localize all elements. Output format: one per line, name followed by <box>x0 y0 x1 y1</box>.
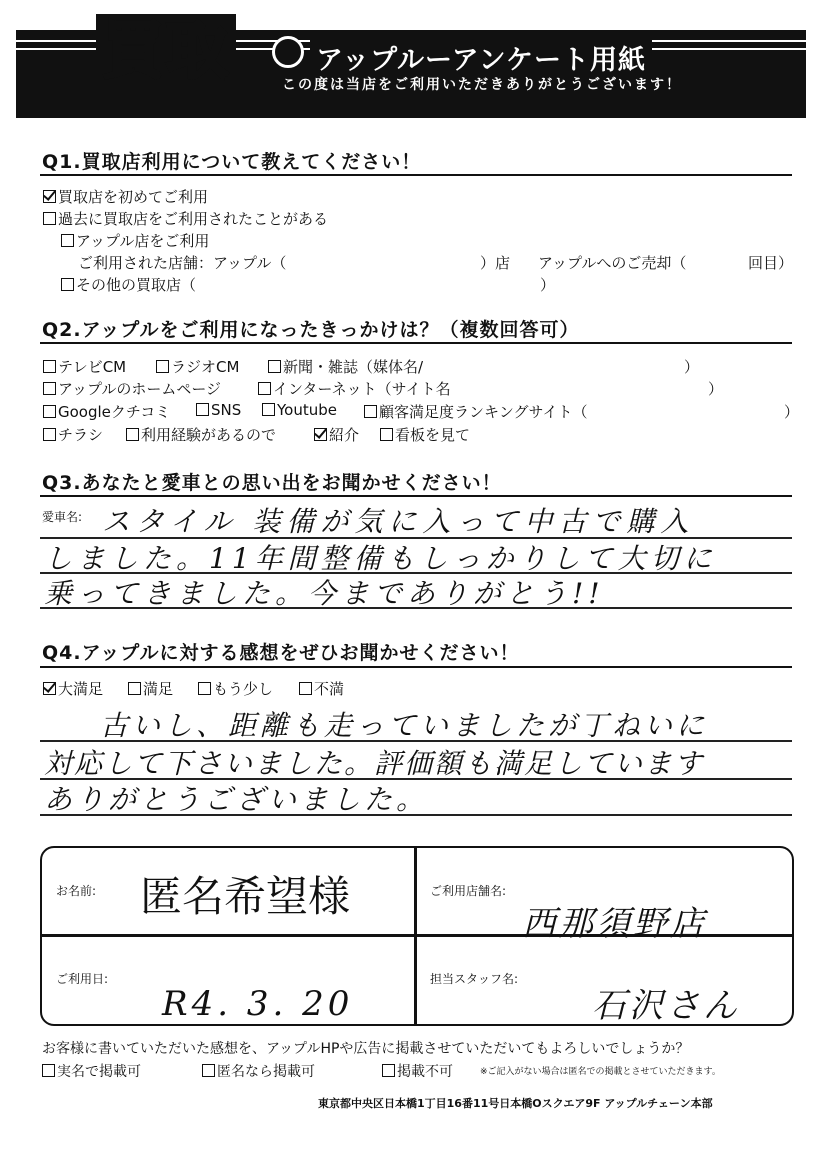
checkbox-icon[interactable] <box>268 360 281 373</box>
checkbox-icon[interactable] <box>258 382 271 395</box>
header-subtitle: この度は当店をご利用いただきありがとうございます！ <box>282 77 682 93</box>
footer-option-no-post[interactable]: 掲載不可 <box>382 1061 453 1081</box>
checkbox-checked-icon[interactable] <box>43 190 56 203</box>
q2-option-ranking[interactable]: 顧客満足度ランキングサイト（ <box>364 401 588 422</box>
footer-note: ※ご記入がない場合は匿名での掲載とさせていただきます。 <box>480 1067 721 1077</box>
checkbox-icon[interactable] <box>299 682 312 695</box>
footer-consent-question: お客様に書いていただいた感想を、アップルHPや広告に掲載させていただいてもよろしいでしょうか？ <box>42 1041 690 1057</box>
checkbox-icon[interactable] <box>42 1064 55 1077</box>
q1-store-used-label: ご利用された店舗：アップル（ <box>78 254 287 272</box>
q4-rating-satisfied[interactable]: 満足 <box>128 678 173 699</box>
q2-option-youtube[interactable]: Youtube <box>262 401 337 419</box>
q2-option-tv[interactable]: テレビCM <box>43 356 126 377</box>
checkbox-icon[interactable] <box>61 234 74 247</box>
header-survey-title: アップルーアンケート用紙 <box>310 38 652 77</box>
checkbox-icon[interactable] <box>43 428 56 441</box>
q2-option-flyer[interactable]: チラシ <box>43 424 103 445</box>
checkbox-icon[interactable] <box>43 405 56 418</box>
checkbox-icon[interactable] <box>380 428 393 441</box>
q2-option-newspaper[interactable]: 新聞・雑誌（媒体名/ <box>268 356 423 377</box>
apple-logo-icon <box>272 36 304 68</box>
info-store-value: 西那須野店 <box>522 904 707 944</box>
q2-row1-close: ） <box>684 358 700 376</box>
footer-address: 東京都中央区日本橋1丁目16番11号日本橋Oスクエア9F アップルチェーン本部 <box>318 1097 713 1110</box>
q4-rating-somewhat[interactable]: もう少し <box>198 678 273 699</box>
q1-option-past[interactable]: 過去に買取店をご利用されたことがある <box>43 208 328 229</box>
q4-rating-unsatisfied[interactable]: 不満 <box>299 678 344 699</box>
checkbox-icon[interactable] <box>126 428 139 441</box>
q4-answer-line2: 対応して下さいました。評価額も満足しています <box>44 747 705 780</box>
q1-title: Q1.買取店利用について教えてください！ <box>42 151 422 173</box>
checkbox-checked-icon[interactable] <box>314 428 327 441</box>
q2-option-homepage[interactable]: アップルのホームページ <box>43 378 221 399</box>
checkbox-icon[interactable] <box>128 682 141 695</box>
checkbox-icon[interactable] <box>43 212 56 225</box>
q1-other-close: ） <box>540 276 556 294</box>
info-staff-label: 担当スタッフ名: <box>430 972 519 986</box>
q3-answer-line2: しました。11年間整備もしっかりして大切に <box>44 542 717 575</box>
q3-underline <box>40 495 792 497</box>
q2-option-internet[interactable]: インターネット（サイト名 <box>258 378 451 399</box>
q1-option-other[interactable]: その他の買取店（ <box>61 274 196 295</box>
q2-underline <box>40 342 792 344</box>
header-main-title: 買取 <box>96 20 236 82</box>
q3-answer-line3: 乗ってきました。今までありがとう!! <box>44 577 605 610</box>
q2-option-experience[interactable]: 利用経験があるので <box>126 424 276 445</box>
q4-rating-very-satisfied[interactable]: 大満足 <box>43 678 103 699</box>
checkbox-icon[interactable] <box>43 360 56 373</box>
info-date-value: R4. 3. 20 <box>162 984 354 1024</box>
info-store-label: ご利用店舗名: <box>430 884 507 898</box>
checkbox-icon[interactable] <box>61 278 74 291</box>
footer-option-anonymous[interactable]: 匿名なら掲載可 <box>202 1061 315 1081</box>
info-staff-value: 石沢さん <box>592 986 740 1026</box>
checkbox-icon[interactable] <box>262 403 275 416</box>
checkbox-icon[interactable] <box>382 1064 395 1077</box>
info-name-value: 匿名希望様 <box>140 872 351 921</box>
checkbox-icon[interactable] <box>364 405 377 418</box>
q1-underline <box>40 174 792 176</box>
q1-option-first[interactable]: 買取店を初めてご利用 <box>43 186 208 207</box>
q2-row2-close: ） <box>708 380 724 398</box>
checkbox-icon[interactable] <box>198 682 211 695</box>
info-name-label: お名前: <box>56 884 97 898</box>
q2-option-google[interactable]: Googleクチコミ <box>43 401 170 422</box>
q3-answer-line1: スタイル 装備が気に入って中古で購入 <box>102 505 695 538</box>
q4-underline <box>40 666 792 668</box>
q3-car-label: 愛車名: <box>42 510 83 524</box>
q1-sale-count-suffix: 回目） <box>748 254 794 272</box>
footer-option-real-name[interactable]: 実名で掲載可 <box>42 1061 141 1081</box>
q1-sale-count-label: アップルへのご売却（ <box>538 254 687 272</box>
q4-answer-line3: ありがとうございました。 <box>44 783 429 816</box>
q1-option-apple[interactable]: アップル店をご利用 <box>61 230 209 251</box>
q3-title: Q3.あなたと愛車との思い出をお聞かせください！ <box>42 472 502 494</box>
q2-option-signboard[interactable]: 看板を見て <box>380 424 470 445</box>
checkbox-icon[interactable] <box>43 382 56 395</box>
checkbox-icon[interactable] <box>202 1064 215 1077</box>
q4-answer-line1: 古いし、距離も走っていましたが丁ねいに <box>100 709 709 742</box>
q2-option-sns[interactable]: SNS <box>196 401 241 419</box>
q2-option-radio[interactable]: ラジオCM <box>156 356 239 377</box>
q2-title: Q2.アップルをご利用になったきっかけは？（複数回答可） <box>42 319 580 341</box>
checkbox-icon[interactable] <box>156 360 169 373</box>
q2-option-referral[interactable]: 紹介 <box>314 424 359 445</box>
checkbox-icon[interactable] <box>196 403 209 416</box>
q4-title: Q4.アップルに対する感想をぜひお聞かせください！ <box>42 642 520 664</box>
q1-store-suffix: ）店 <box>480 254 511 272</box>
q2-row3-close: ） <box>784 403 800 421</box>
checkbox-checked-icon[interactable] <box>43 682 56 695</box>
info-date-label: ご利用日: <box>56 972 109 986</box>
